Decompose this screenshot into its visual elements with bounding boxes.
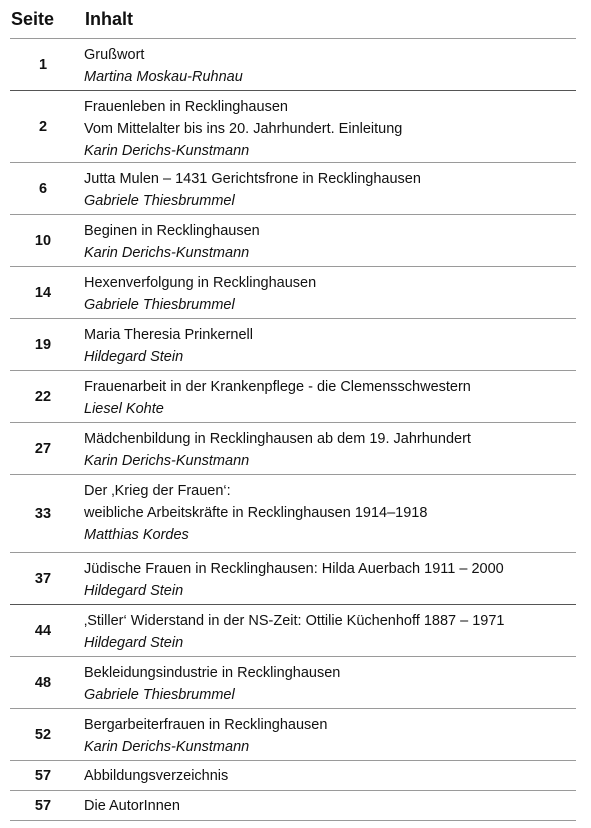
entry-title-line: Beginen in Recklinghausen <box>84 223 260 239</box>
toc-row <box>10 215 576 267</box>
toc-row <box>10 791 576 821</box>
page-column-header: Seite <box>11 8 55 29</box>
page-number: 10 <box>34 232 52 249</box>
toc-row <box>10 761 576 791</box>
toc-row <box>10 605 576 657</box>
entry-content <box>76 791 576 820</box>
page-number: 22 <box>34 388 52 405</box>
entry-content <box>76 39 576 90</box>
entry-content <box>76 657 576 708</box>
page-number: 14 <box>34 284 52 301</box>
entry-author: Gabriele Thiesbrummel <box>84 297 235 313</box>
entry-content <box>76 553 576 604</box>
entry-content <box>76 475 576 552</box>
toc-header <box>10 0 576 39</box>
entry-content <box>76 709 576 760</box>
entry-title-line: ‚Stiller‘ Widerstand in der NS-Zeit: Ottilie Küchenhoff 1887 – 1971 <box>84 613 505 629</box>
entry-author: Karin Derichs-Kunstmann <box>84 245 250 261</box>
page-number: 6 <box>38 180 48 197</box>
entry-content <box>76 761 576 790</box>
entry-title-line: Jutta Mulen – 1431 Gerichtsfrone in Recklinghausen <box>84 171 421 187</box>
entry-title-line: Mädchenbildung in Recklinghausen ab dem 19. Jahrhundert <box>84 431 471 447</box>
entry-title-line: Bekleidungsindustrie in Recklinghausen <box>84 665 341 681</box>
entry-author: Gabriele Thiesbrummel <box>84 687 235 703</box>
page-number: 37 <box>34 570 52 587</box>
toc-row <box>10 39 576 91</box>
page-number: 33 <box>34 505 52 522</box>
entry-author: Karin Derichs-Kunstmann <box>84 739 250 755</box>
page-number: 52 <box>34 726 52 743</box>
entry-title-line: Abbildungsverzeichnis <box>84 767 229 784</box>
entry-author: Hildegard Stein <box>84 635 184 651</box>
page-number: 48 <box>34 674 52 691</box>
toc-row <box>10 163 576 215</box>
entry-title-line: Vom Mittelalter bis ins 20. Jahrhundert. Einleitung <box>84 121 403 137</box>
entry-title-line: Maria Theresia Prinkernell <box>84 327 253 343</box>
entry-content <box>76 371 576 422</box>
entry-title-line: Frauenleben in Recklinghausen <box>84 99 288 115</box>
toc-row <box>10 319 576 371</box>
page-number: 27 <box>34 440 52 457</box>
entry-content <box>76 267 576 318</box>
page-number: 1 <box>38 56 48 73</box>
toc-row <box>10 657 576 709</box>
content-column-header: Inhalt <box>85 8 133 29</box>
entry-author: Hildegard Stein <box>84 349 184 365</box>
toc-row <box>10 553 576 605</box>
table-of-contents <box>10 0 576 821</box>
entry-content <box>76 163 576 214</box>
toc-row <box>10 709 576 761</box>
entry-author: Martina Moskau-Ruhnau <box>84 69 243 85</box>
entry-content <box>76 319 576 370</box>
entry-content <box>76 91 576 162</box>
entry-author: Matthias Kordes <box>84 527 189 543</box>
toc-row <box>10 475 576 553</box>
entry-content <box>76 215 576 266</box>
entry-title-line: Grußwort <box>84 47 145 63</box>
page-number: 19 <box>34 336 52 353</box>
entry-author: Gabriele Thiesbrummel <box>84 193 235 209</box>
page-number: 2 <box>38 118 48 135</box>
entry-content <box>76 605 576 656</box>
toc-row <box>10 91 576 163</box>
page-number: 57 <box>34 767 52 784</box>
page-number: 44 <box>34 622 52 639</box>
entry-title-line: Die AutorInnen <box>84 797 180 814</box>
entry-title-line: Bergarbeiterfrauen in Recklinghausen <box>84 717 328 733</box>
entry-title-line: Der ‚Krieg der Frauen‘: <box>84 483 231 499</box>
entry-content <box>76 423 576 474</box>
entry-author: Hildegard Stein <box>84 583 184 599</box>
entry-title-line: Frauenarbeit in der Krankenpflege - die Clemensschwestern <box>84 379 471 395</box>
entry-author: Liesel Kohte <box>84 401 164 417</box>
toc-row <box>10 423 576 475</box>
toc-rows <box>10 39 576 821</box>
toc-row <box>10 267 576 319</box>
entry-author: Karin Derichs-Kunstmann <box>84 143 250 159</box>
entry-title-line: Hexenverfolgung in Recklinghausen <box>84 275 317 291</box>
entry-title-line: Jüdische Frauen in Recklinghausen: Hilda Auerbach 1911 – 2000 <box>84 561 504 577</box>
page-number: 57 <box>34 797 52 814</box>
entry-title-line: weibliche Arbeitskräfte in Recklinghausen 1914–1918 <box>84 505 428 521</box>
toc-row <box>10 371 576 423</box>
entry-author: Karin Derichs-Kunstmann <box>84 453 250 469</box>
